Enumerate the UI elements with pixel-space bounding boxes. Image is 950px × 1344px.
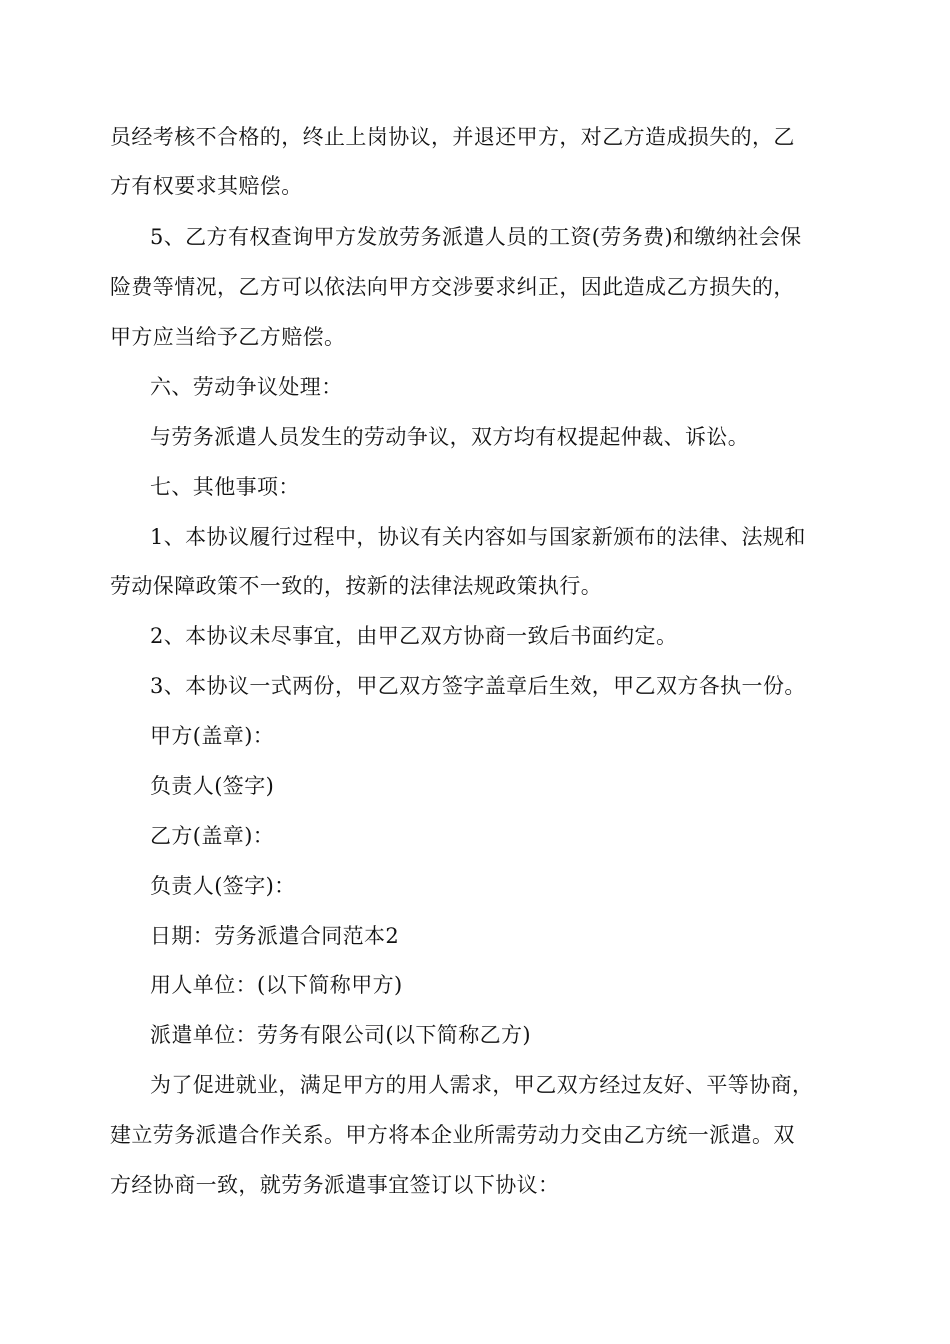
- text-line: 劳动保障政策不一致的，按新的法律法规政策执行。: [110, 574, 603, 598]
- text-line: 为了促进就业，满足甲方的用人需求，甲乙双方经过友好、平等协商，: [150, 1073, 814, 1097]
- text-line: 3、本协议一式两份，甲乙双方签字盖章后生效，甲乙双方各执一份。: [150, 674, 806, 698]
- signature-person-a: 负责人(签字): [150, 774, 275, 798]
- text-line: 与劳务派遣人员发生的劳动争议，双方均有权提起仲裁、诉讼。: [150, 425, 750, 449]
- text-line: 员经考核不合格的，终止上岗协议，并退还甲方，对乙方造成损失的，乙: [110, 125, 795, 149]
- signature-party-a: 甲方(盖章)：: [150, 724, 275, 748]
- text-line: 2、本协议未尽事宜，由甲乙双方协商一致后书面约定。: [150, 624, 678, 648]
- text-line: 方有权要求其赔偿。: [110, 174, 303, 198]
- signature-person-b: 负责人(签字)：: [150, 874, 296, 898]
- text-line: 5、乙方有权查询甲方发放劳务派遣人员的工资(劳务费)和缴纳社会保: [150, 225, 802, 249]
- text-line: 1、本协议履行过程中，协议有关内容如与国家新颁布的法律、法规和: [150, 525, 806, 549]
- section-heading: 六、劳动争议处理：: [150, 375, 343, 399]
- dispatcher-line: 派遣单位：劳务有限公司(以下简称乙方): [150, 1023, 531, 1047]
- employer-line: 用人单位：(以下简称甲方): [150, 973, 403, 997]
- section-heading: 七、其他事项：: [150, 475, 300, 499]
- text-line: 甲方应当给予乙方赔偿。: [110, 325, 346, 349]
- text-line: 方经协商一致，就劳务派遣事宜签订以下协议：: [110, 1173, 560, 1197]
- text-line: 建立劳务派遣合作关系。甲方将本企业所需劳动力交由乙方统一派遣。双: [110, 1123, 795, 1147]
- text-line: 险费等情况，乙方可以依法向甲方交涉要求纠正，因此造成乙方损失的，: [110, 275, 795, 299]
- signature-party-b: 乙方(盖章)：: [150, 824, 275, 848]
- date-line: 日期：劳务派遣合同范本2: [150, 924, 400, 948]
